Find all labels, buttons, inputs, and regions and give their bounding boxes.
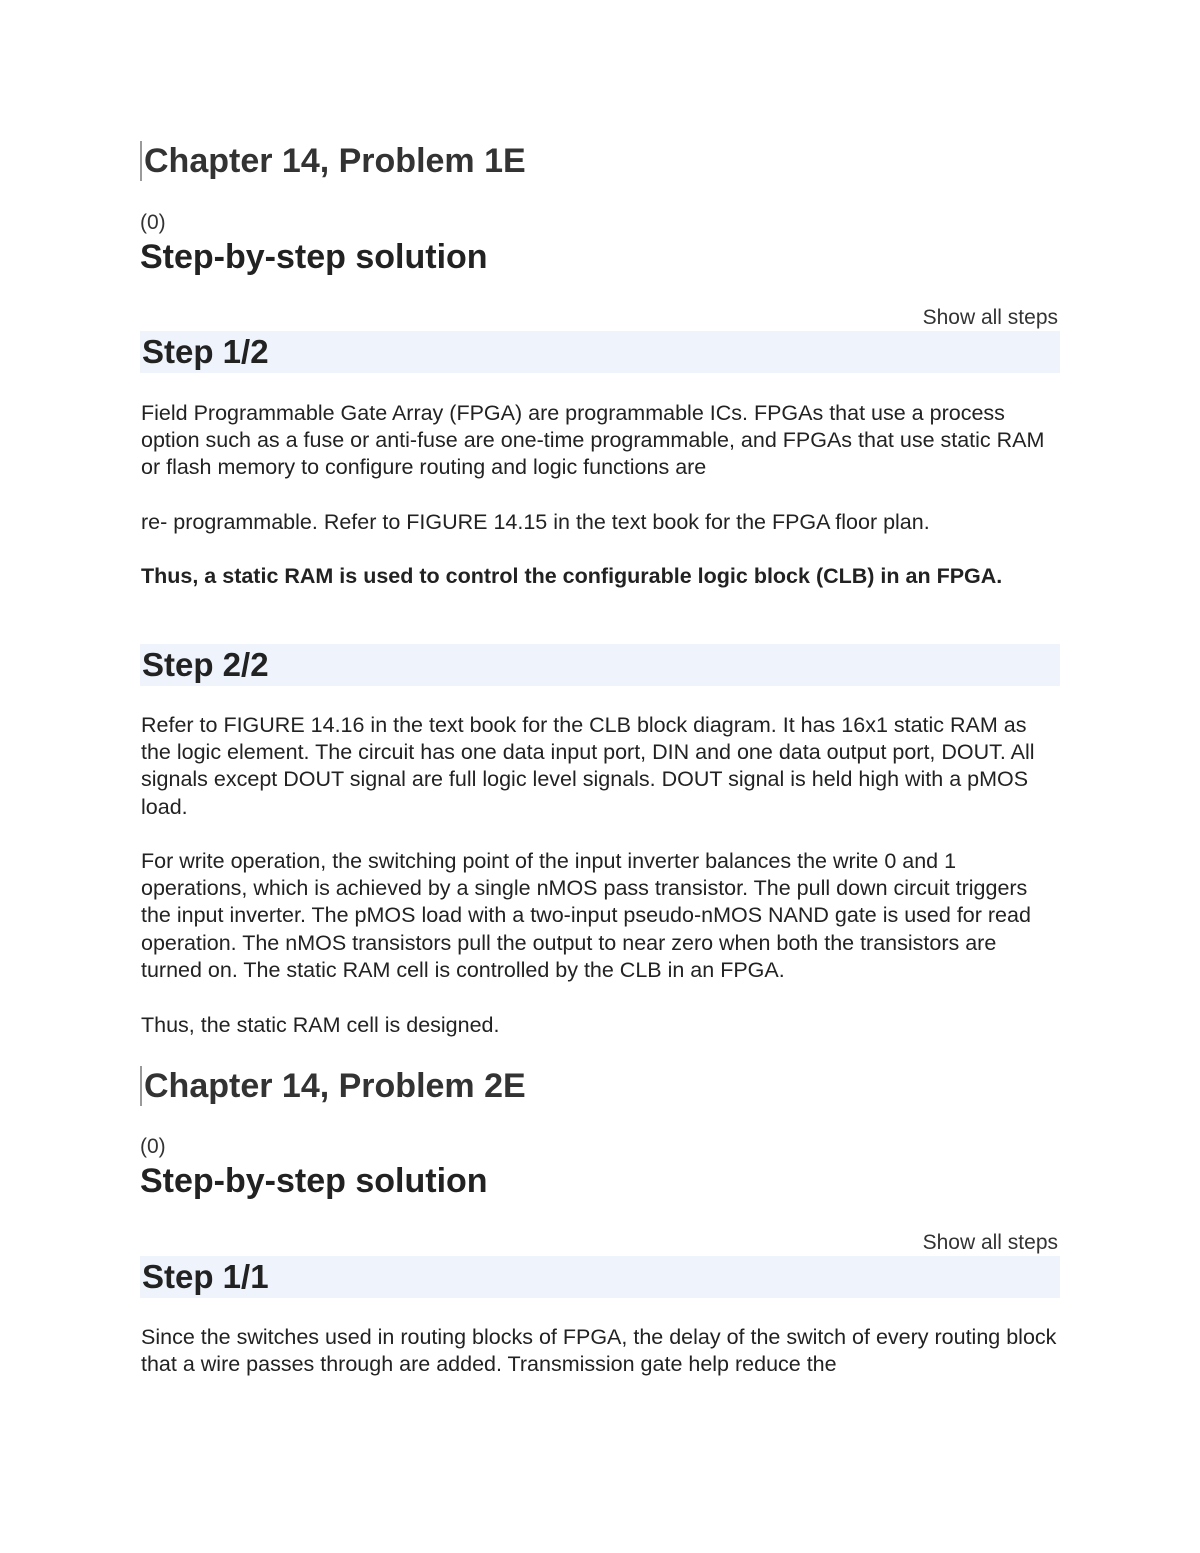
step-paragraph: Refer to FIGURE 14.16 in the text book for the CLB block diagram. It has 16x1 static RAM as the logic element. The circuit has one data input port, DIN and one data output port, DOUT. All signals except DOUT signal are full logic level signals. DOUT signal is held high with a pMOS load. [141, 713, 1035, 819]
problem-title: Chapter 14, Problem 2E [140, 1066, 526, 1106]
step-header [140, 331, 1060, 373]
show-all-steps-link[interactable]: Show all steps [922, 1231, 1058, 1254]
step-label: Step 2/2 [142, 646, 269, 683]
solution-heading: Step-by-step solution [140, 1162, 488, 1200]
step-paragraph: For write operation, the switching point of the input inverter balances the write 0 and 1 operations, which is achieved by a single nMOS pass transistor. The pull down circuit triggers the input inverter. The pMOS load with a two-input pseudo-nMOS NAND gate is used for read operation. The nMOS transistors pull the output to near zero when both the transistors are turned on. The static RAM cell is controlled by the CLB in an FPGA. [141, 849, 1031, 982]
step-paragraph: Since the switches used in routing blocks of FPGA, the delay of the switch of every routing block that a wire passes through are added. Transmission gate help reduce the [141, 1325, 1057, 1377]
rating-count: (0) [140, 1135, 166, 1158]
step-label: Step 1/1 [142, 1258, 269, 1295]
show-all-steps-link[interactable]: Show all steps [922, 306, 1058, 329]
problem-title: Chapter 14, Problem 1E [140, 141, 526, 181]
step-header [140, 1256, 1060, 1298]
step-label: Step 1/2 [142, 333, 269, 370]
step-conclusion: Thus, a static RAM is used to control the configurable logic block (CLB) in an FPGA. [141, 564, 1003, 588]
step-paragraph: re- programmable. Refer to FIGURE 14.15 in the text book for the FPGA floor plan. [141, 510, 930, 534]
step-paragraph: Thus, the static RAM cell is designed. [141, 1013, 500, 1037]
rating-count: (0) [140, 211, 166, 234]
solution-heading: Step-by-step solution [140, 238, 488, 276]
step-header [140, 644, 1060, 686]
step-paragraph: Field Programmable Gate Array (FPGA) are programmable ICs. FPGAs that use a process option such as a fuse or anti-fuse are one-time programmable, and FPGAs that use static RAM or flash memory to configure routing and logic functions are [141, 401, 1045, 480]
